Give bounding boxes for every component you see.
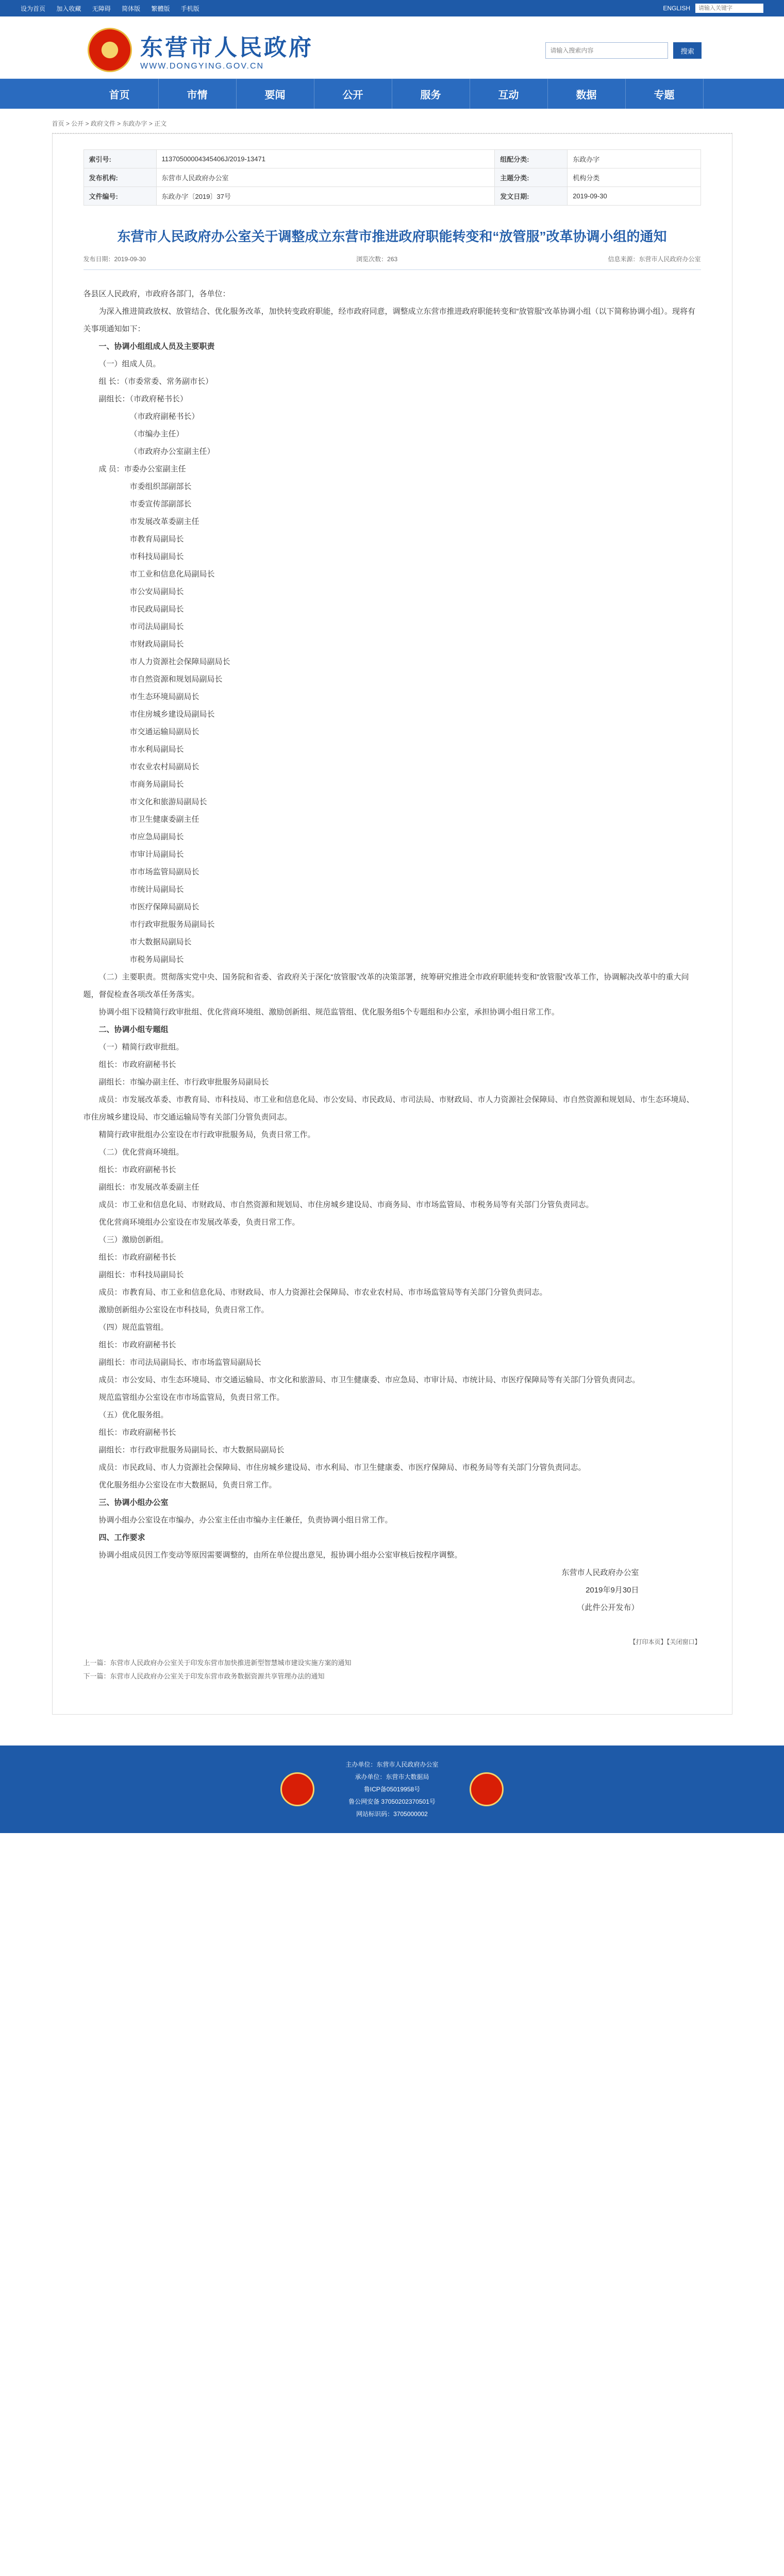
article-paragraph: 2019年9月30日 — [586, 1586, 639, 1595]
utility-link[interactable]: 手机版 — [180, 5, 199, 12]
article-paragraph: 市科技局副局长 — [129, 552, 184, 561]
meta-label: 组配分类: — [495, 150, 568, 168]
article-paragraph: 市统计局副局长 — [129, 885, 184, 894]
nav-item[interactable]: 服务 — [392, 79, 470, 109]
article-paragraph: 市发展改革委副主任 — [129, 517, 199, 526]
search-input[interactable] — [545, 42, 668, 59]
article-paragraph: 组长：市政府副秘书长 — [98, 1341, 176, 1349]
article-paragraph: 优化营商环境组办公室设在市发展改革委，负责日常工作。 — [98, 1218, 300, 1227]
article-paragraph: 组长：市政府副秘书长 — [98, 1428, 176, 1437]
article-paragraph: 市商务局副局长 — [129, 780, 184, 789]
article-paragraph: 东营市人民政府办公室 — [561, 1568, 639, 1577]
article-paragraph: （此件公开发布） — [577, 1603, 639, 1612]
footer-icp[interactable]: 鲁ICP备05019958号 — [363, 1786, 421, 1793]
article-paragraph: 优化服务组办公室设在市大数据局，负责日常工作。 — [98, 1481, 277, 1489]
article-paragraph: 三、协调小组办公室 — [98, 1498, 169, 1507]
article-paragraph: 市农业农村局副局长 — [129, 762, 199, 771]
article-paragraph: 市自然资源和规划局副局长 — [129, 675, 223, 684]
article-paragraph: 市交通运输局副局长 — [129, 727, 199, 736]
article-paragraph: 副组长：市行政审批服务局副局长、市大数据局副局长 — [98, 1446, 285, 1454]
article-paragraph: （一）精简行政审批组。 — [98, 1043, 184, 1052]
article-body — [84, 285, 701, 1617]
nav-item[interactable]: 公开 — [314, 79, 392, 109]
meta-doc-no: 东政办字〔2019〕37号 — [156, 187, 495, 206]
utility-link[interactable]: 加入收藏 — [56, 5, 81, 12]
error-report-badge-icon[interactable] — [470, 1772, 504, 1806]
article-paragraph: 副组长：市编办副主任、市行政审批服务局副局长 — [98, 1078, 269, 1087]
article-paragraph: 成员：市公安局、市生态环境局、市交通运输局、市文化和旅游局、市卫生健康委、市应急局、市审计局、市统计局、市医疗保障局等有关部门分管负责同志。 — [98, 1376, 640, 1384]
english-link[interactable]: ENGLISH — [663, 5, 690, 12]
article-paragraph: （一）组成人员。 — [98, 360, 161, 368]
info-source: 信息来源：东营市人民政府办公室 — [608, 256, 701, 263]
article-paragraph: 市委宣传部副部长 — [129, 500, 192, 509]
meta-index-no: 11370500004345406J/2019-13471 — [156, 150, 495, 168]
article-paragraph: 一、协调小组组成人员及主要职责 — [98, 342, 215, 351]
article-paragraph: 组长：市政府副秘书长 — [98, 1060, 176, 1069]
site-domain: WWW.DONGYING.GOV.CN — [140, 62, 264, 71]
article-paragraph: 市司法局副局长 — [129, 622, 184, 631]
nav-item[interactable]: 数据 — [548, 79, 626, 109]
utility-link[interactable]: 简体版 — [122, 5, 141, 12]
meta-label: 文件编号: — [84, 187, 156, 206]
meta-issuer: 东营市人民政府办公室 — [156, 168, 495, 187]
article-paragraph: 副组长：市司法局副局长、市市场监管局副局长 — [98, 1358, 261, 1367]
article-actions[interactable]: 【打印本页】【关闭窗口】 — [629, 1638, 701, 1646]
document-meta-table — [84, 149, 701, 206]
article-paragraph: （二）主要职责。贯彻落实党中央、国务院和省委、省政府关于深化“放管服”改革的决策部署，统筹研究推进全市政府职能转变和“放管服”改革工作，协调解决改革中的重大问题，督促检查各项改革任务落实。 — [83, 973, 689, 999]
utility-right — [663, 4, 763, 13]
article-paragraph: （二）优化营商环境组。 — [98, 1148, 184, 1157]
article-title: 东营市人民政府办公室关于调整成立东营市推进政府职能转变和“放管服”改革协调小组的通知 — [117, 229, 667, 244]
article-paragraph: 成 员：市委办公室副主任 — [98, 465, 186, 473]
article-paragraph: （三）激励创新组。 — [98, 1235, 169, 1244]
meta-label: 主题分类: — [495, 168, 568, 187]
article-paragraph: 二、协调小组专题组 — [98, 1025, 169, 1034]
article-paragraph: 规范监管组办公室设在市市场监管局，负责日常工作。 — [98, 1393, 285, 1402]
article-paragraph: 协调小组办公室设在市编办，办公室主任由市编办主任兼任，负责协调小组日常工作。 — [98, 1516, 393, 1524]
footer-info — [345, 1758, 438, 1820]
top-search-input[interactable] — [695, 4, 763, 13]
article-paragraph: 各县区人民政府，市政府各部门，各单位： — [83, 290, 230, 298]
site-footer — [0, 1745, 784, 1833]
article-paragraph: 副组长：市发展改革委副主任 — [98, 1183, 199, 1192]
meta-label: 发文日期: — [495, 187, 568, 206]
article-paragraph: 市市场监管局副局长 — [129, 868, 199, 876]
party-gov-badge-icon[interactable] — [280, 1772, 314, 1806]
utility-link[interactable]: 繁體版 — [151, 5, 170, 12]
prev-next-links — [84, 1656, 701, 1683]
article-paragraph: （五）优化服务组。 — [98, 1411, 169, 1419]
article-paragraph: 市审计局副局长 — [129, 850, 184, 859]
article-paragraph: 组长：市政府副秘书长 — [98, 1253, 176, 1262]
article-paragraph: 市税务局副局长 — [129, 955, 184, 964]
article-paragraph: 组长：市政府副秘书长 — [98, 1165, 176, 1174]
main-nav — [0, 79, 784, 109]
meta-category: 东政办字 — [568, 150, 700, 168]
article-paragraph: （四）规范监管组。 — [98, 1323, 169, 1332]
article-paragraph: （市编办主任） — [129, 430, 184, 438]
search-button[interactable]: 搜索 — [673, 42, 702, 59]
article-paragraph: 协调小组下设精简行政审批组、优化营商环境组、激励创新组、规范监管组、优化服务组5个专题组和办公室，承担协调小组日常工作。 — [98, 1008, 559, 1016]
article-paragraph: 精简行政审批组办公室设在市行政审批服务局，负责日常工作。 — [98, 1130, 315, 1139]
site-name — [140, 29, 313, 71]
article-paragraph: 市民政局副局长 — [129, 605, 184, 614]
publish-date: 发布日期：2019-09-30 — [83, 256, 146, 263]
utility-link[interactable]: 无障碍 — [92, 5, 111, 12]
site-title: 东营市人民政府 — [140, 35, 313, 60]
article-paragraph: 副组长：市科技局副局长 — [98, 1270, 184, 1279]
article-paragraph: 激励创新组办公室设在市科技局，负责日常工作。 — [98, 1306, 269, 1314]
article-paragraph: （市政府副秘书长） — [129, 412, 199, 421]
article-paragraph: 副组长：（市政府秘书长） — [98, 395, 188, 403]
utility-link[interactable]: 设为首页 — [21, 5, 46, 12]
article-paragraph: 成员：市教育局、市工业和信息化局、市财政局、市人力资源社会保障局、市农业农村局、市市场监管局等有关部门分管负责同志。 — [98, 1288, 547, 1297]
article-paragraph: 市行政审批服务局副局长 — [129, 920, 215, 929]
article-paragraph: 市水利局副局长 — [129, 745, 184, 754]
prev-article-link[interactable]: 上一篇：东营市人民政府办公室关于印发东营市加快推进新型智慧城市建设实施方案的通知 — [83, 1659, 352, 1667]
footer-site-code: 网站标识码：3705000002 — [356, 1810, 428, 1818]
nav-item[interactable]: 专题 — [626, 79, 704, 109]
nav-item[interactable]: 要闻 — [237, 79, 314, 109]
top-utility-bar — [0, 0, 784, 16]
meta-publish-date: 2019-09-30 — [568, 187, 700, 206]
next-article-link[interactable]: 下一篇：东营市人民政府办公室关于印发东营市政务数据资源共享管理办法的通知 — [83, 1672, 325, 1680]
article-paragraph: 成员：市工业和信息化局、市财政局、市自然资源和规划局、市住房城乡建设局、市商务局、市市场监管局、市税务局等有关部门分管负责同志。 — [98, 1200, 594, 1209]
footer-organizer: 承办单位：东营市大数据局 — [355, 1773, 429, 1781]
utility-links — [21, 4, 209, 13]
national-emblem-icon — [88, 28, 132, 72]
meta-label: 发布机构: — [84, 168, 156, 187]
article-paragraph: 成员：市民政局、市人力资源社会保障局、市住房城乡建设局、市水利局、市卫生健康委、市医疗保障局、市税务局等有关部门分管负责同志。 — [98, 1463, 586, 1472]
logo-area[interactable] — [88, 28, 313, 72]
footer-sponsor: 主办单位：东营市人民政府办公室 — [345, 1761, 439, 1768]
article-subinfo — [84, 255, 701, 270]
article-paragraph: 市工业和信息化局副局长 — [129, 570, 215, 579]
article-paragraph: 市生态环境局副局长 — [129, 692, 199, 701]
header-search — [545, 42, 702, 59]
nav-item[interactable]: 市情 — [159, 79, 237, 109]
article-paragraph: （市政府办公室副主任） — [129, 447, 215, 456]
breadcrumb[interactable]: 首页 > 公开 > 政府文件 > 东政办字 > 正文 — [52, 114, 732, 133]
article-paragraph: 市住房城乡建设局副局长 — [129, 710, 215, 719]
view-count: 浏览次数：263 — [356, 256, 398, 263]
article-paragraph: 市教育局副局长 — [129, 535, 184, 544]
meta-label: 索引号: — [84, 150, 156, 168]
article-paragraph: 市文化和旅游局副局长 — [129, 798, 207, 806]
article-paragraph: 市应急局副局长 — [129, 833, 184, 841]
footer-police[interactable]: 鲁公网安备 37050202370501号 — [348, 1798, 436, 1805]
article-paragraph: 为深入推进简政放权、放管结合、优化服务改革，加快转变政府职能，经市政府同意，调整成立东营市推进政府职能转变和“放管服”改革协调小组（以下简称协调小组）。现将有关事项通知如下： — [83, 307, 695, 333]
article-paragraph: 成员：市发展改革委、市教育局、市科技局、市工业和信息化局、市公安局、市民政局、市司法局、市财政局、市人力资源社会保障局、市自然资源和规划局、市生态环境局、市住房城乡建设局、市交通运输局等有关部门分管负责同志。 — [83, 1095, 694, 1122]
article-paragraph: 四、工作要求 — [98, 1533, 145, 1542]
article-paragraph: 市卫生健康委副主任 — [129, 815, 199, 824]
nav-item[interactable]: 首页 — [81, 79, 159, 109]
meta-subject: 机构分类 — [568, 168, 700, 187]
article-paragraph: 市医疗保障局副局长 — [129, 903, 199, 911]
article-paragraph: 市人力资源社会保障局副局长 — [129, 657, 230, 666]
site-banner — [0, 16, 784, 79]
article-paragraph: 市委组织部副部长 — [129, 482, 192, 491]
article-paragraph: 市公安局副局长 — [129, 587, 184, 596]
nav-item[interactable]: 互动 — [470, 79, 548, 109]
article-paragraph: 市财政局副局长 — [129, 640, 184, 649]
article-container — [52, 133, 732, 1715]
article-paragraph: 市大数据局副局长 — [129, 938, 192, 946]
article-paragraph: 组 长：（市委常委、常务副市长） — [98, 377, 213, 386]
article-paragraph: 协调小组成员因工作变动等原因需要调整的，由所在单位提出意见，报协调小组办公室审核后按程序调整。 — [98, 1551, 462, 1560]
